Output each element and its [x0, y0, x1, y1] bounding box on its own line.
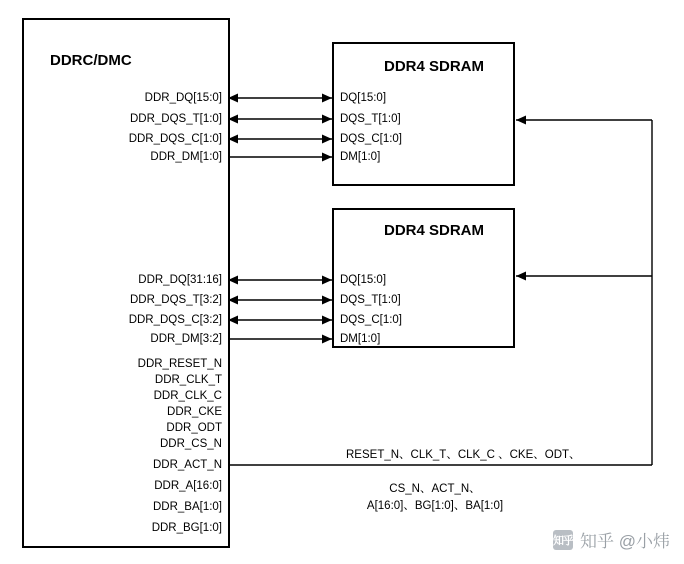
watermark-text: 知乎 @小炜: [580, 532, 670, 551]
signal-label-ddr-clk-t: DDR_CLK_T: [154, 374, 222, 386]
pin-label-sdram1-dq: DQ[15:0]: [340, 92, 387, 104]
signal-label-ddr-reset-n: DDR_RESET_N: [137, 358, 222, 370]
pin-label-sdram1-dqs-c: DQS_C[1:0]: [340, 133, 402, 145]
signal-label-ddr-dq-15-0: DDR_DQ[15:0]: [144, 92, 222, 104]
signal-label-ddr-bg-1-0: DDR_BG[1:0]: [151, 522, 222, 534]
zhihu-logo-icon: 知乎: [553, 530, 573, 550]
signal-label-ddr-cs-n: DDR_CS_N: [160, 438, 222, 450]
pin-label-sdram1-dqs-t: DQS_T[1:0]: [340, 113, 401, 125]
pin-label-sdram2-dq: DQ[15:0]: [340, 274, 387, 286]
signal-label-ddr-dm-1-0: DDR_DM[1:0]: [150, 151, 222, 163]
signal-label-ddr-dqs-c-3-2: DDR_DQS_C[3:2]: [128, 314, 222, 326]
signal-label-ddr-dqs-t-3-2: DDR_DQS_T[3:2]: [129, 294, 222, 306]
pin-label-sdram1-dm: DM[1:0]: [340, 151, 381, 163]
command-bus-label-line1: RESET_N、CLK_T、CLK_C 、CKE、ODT、: [346, 449, 581, 461]
ddr4-sdram-title-1: DDR4 SDRAM: [384, 58, 485, 75]
signal-label-ddr-dqs-c-1-0: DDR_DQS_C[1:0]: [128, 133, 222, 145]
pin-label-sdram2-dqs-t: DQS_T[1:0]: [340, 294, 401, 306]
signal-label-ddr-odt: DDR_ODT: [166, 422, 222, 434]
signal-label-ddr-dm-3-2: DDR_DM[3:2]: [150, 333, 222, 345]
signal-label-ddr-a-16-0: DDR_A[16:0]: [154, 480, 222, 492]
ddrc-dmc-title: DDRC/DMC: [50, 52, 132, 69]
signal-label-ddr-ba-1-0: DDR_BA[1:0]: [152, 501, 222, 513]
pin-label-sdram2-dqs-c: DQS_C[1:0]: [340, 314, 402, 326]
signal-label-ddr-act-n: DDR_ACT_N: [152, 459, 222, 471]
signal-label-ddr-dqs-t-1-0: DDR_DQS_T[1:0]: [129, 113, 222, 125]
signal-label-ddr-cke: DDR_CKE: [167, 406, 222, 418]
command-bus-label-line2: CS_N、ACT_N、: [389, 483, 481, 495]
signal-label-ddr-dq-31-16: DDR_DQ[31:16]: [138, 274, 222, 286]
signal-label-ddr-clk-c: DDR_CLK_C: [153, 390, 222, 402]
watermark: [553, 527, 670, 552]
command-bus-label-line3: A[16:0]、BG[1:0]、BA[1:0]: [366, 500, 504, 512]
pin-label-sdram2-dm: DM[1:0]: [340, 333, 381, 345]
ddr4-sdram-title-2: DDR4 SDRAM: [384, 222, 485, 239]
